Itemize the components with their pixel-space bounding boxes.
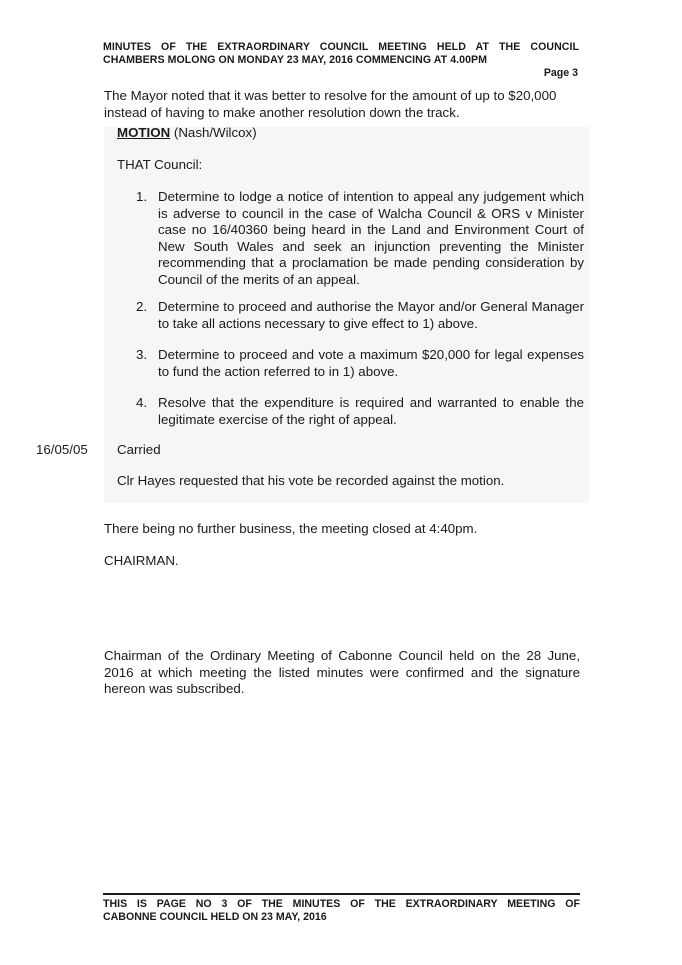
footer-divider	[103, 893, 580, 895]
closing-statement: There being no further business, the meeting closed at 4:40pm.	[104, 521, 478, 536]
footer-line-2: CABONNE COUNCIL HELD ON 23 MAY, 2016	[103, 911, 327, 923]
chairman-label: CHAIRMAN.	[104, 553, 179, 568]
motion-movers: (Nash/Wilcox)	[173, 125, 257, 140]
that-council: THAT Council:	[117, 157, 203, 172]
motion-result: Carried	[117, 442, 161, 457]
motion-item	[136, 189, 584, 288]
item-text: Resolve that the expenditure is required and warranted to enable the legitimate exercise of the right of appeal.	[158, 395, 584, 427]
document-header	[103, 41, 579, 67]
header-line-2: CHAMBERS MOLONG ON MONDAY 23 MAY, 2016 COMMENCING AT 4.00PM	[103, 54, 488, 66]
item-number: 4.	[136, 395, 148, 410]
item-number: 2.	[136, 299, 148, 314]
page-number: Page 3	[543, 67, 578, 79]
item-number: 3.	[136, 347, 148, 362]
document-footer	[103, 898, 580, 924]
item-text: Determine to proceed and authorise the Mayor and/or General Manager to take all actions necessary to give effect to 1) above.	[158, 299, 584, 331]
footer-line-1: THIS IS PAGE NO 3 OF THE MINUTES OF THE EXTRAORDINARY MEETING OF	[103, 898, 580, 910]
header-line-1: MINUTES OF THE EXTRAORDINARY COUNCIL MEETING HELD AT THE COUNCIL	[103, 41, 579, 53]
vote-note: Clr Hayes requested that his vote be recorded against the motion.	[117, 473, 505, 488]
motion-heading	[117, 125, 257, 142]
item-text: Determine to proceed and vote a maximum $20,000 for legal expenses to fund the action referred to in 1) above.	[158, 347, 584, 379]
item-text: Determine to lodge a notice of intention to appeal any judgement which is adverse to council in the case of Walcha Council & ORS v Minister case no 16/40360 being heard in the Land and Environment Court of New South Wales and seek an injunction preventing the Minister recommending that a proclamation be made pending consideration by Council of the merits of an appeal.	[158, 189, 584, 287]
motion-label: MOTION	[117, 125, 171, 140]
intro-paragraph: The Mayor noted that it was better to resolve for the amount of up to $20,000 instead of having to make another resolution down the track.	[104, 88, 557, 120]
item-number: 1.	[136, 189, 148, 204]
motion-item	[136, 395, 584, 428]
resolution-number: 16/05/05	[36, 442, 88, 457]
motion-item	[136, 299, 584, 332]
confirmation-paragraph: Chairman of the Ordinary Meeting of Cabonne Council held on the 28 June, 2016 at which meeting the listed minutes were confirmed and the signature hereon was subscribed.	[104, 648, 580, 696]
motion-item	[136, 347, 584, 380]
